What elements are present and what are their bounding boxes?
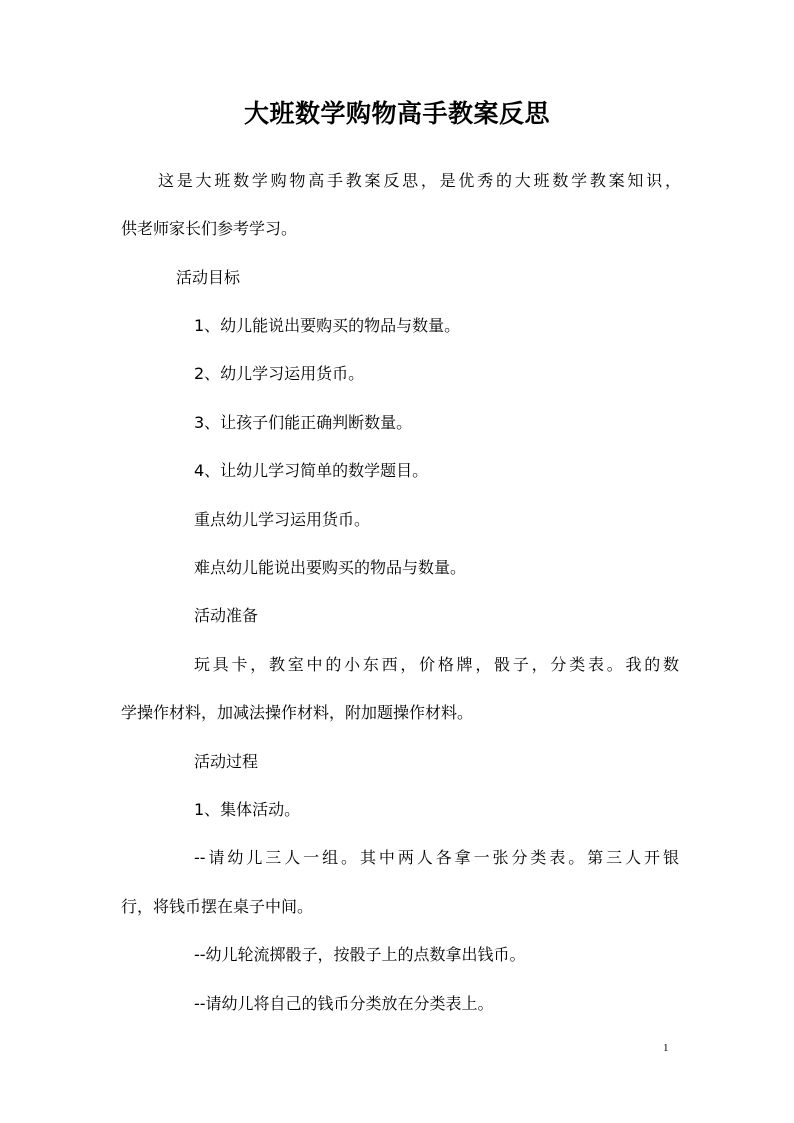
goal-item-1: 1、幼儿能说出要购买的物品与数量。 (194, 316, 461, 335)
step1-heading: 1、集体活动。 (194, 800, 301, 819)
process-heading: 活动过程 (194, 752, 259, 771)
intro-line-1: 这是大班数学购物高手教案反思，是优秀的大班数学教案知识， (158, 171, 681, 190)
step1-item-b: --幼儿轮流掷骰子，按骰子上的点数拿出钱币。 (194, 945, 526, 964)
prep-line-1: 玩具卡，教室中的小东西，价格牌，骰子，分类表。我的数 (194, 655, 679, 674)
document-title: 大班数学购物高手教案反思 (243, 99, 550, 128)
goal-item-3: 3、让孩子们能正确判断数量。 (194, 413, 413, 432)
prep-line-2: 学操作材料，加减法操作材料，附加题操作材料。 (121, 703, 474, 722)
goals-heading: 活动目标 (176, 268, 241, 287)
step1-item-c: --请幼儿将自己的钱币分类放在分类表上。 (194, 994, 494, 1013)
prep-heading: 活动准备 (194, 606, 259, 625)
goal-item-2: 2、幼儿学习运用货币。 (194, 364, 365, 383)
goal-item-4: 4、让幼儿学习简单的数学题目。 (194, 461, 429, 480)
page-number: 1 (663, 1042, 669, 1054)
step1-item-a-line-2: 行，将钱币摆在桌子中间。 (121, 897, 314, 916)
intro-line-2: 供老师家长们参考学习。 (121, 219, 298, 238)
step1-item-a-line-1: --请幼儿三人一组。其中两人各拿一张分类表。第三人开银 (194, 848, 679, 867)
difficulty-point: 难点幼儿能说出要购买的物品与数量。 (194, 558, 467, 577)
key-point: 重点幼儿学习运用货币。 (194, 510, 371, 529)
